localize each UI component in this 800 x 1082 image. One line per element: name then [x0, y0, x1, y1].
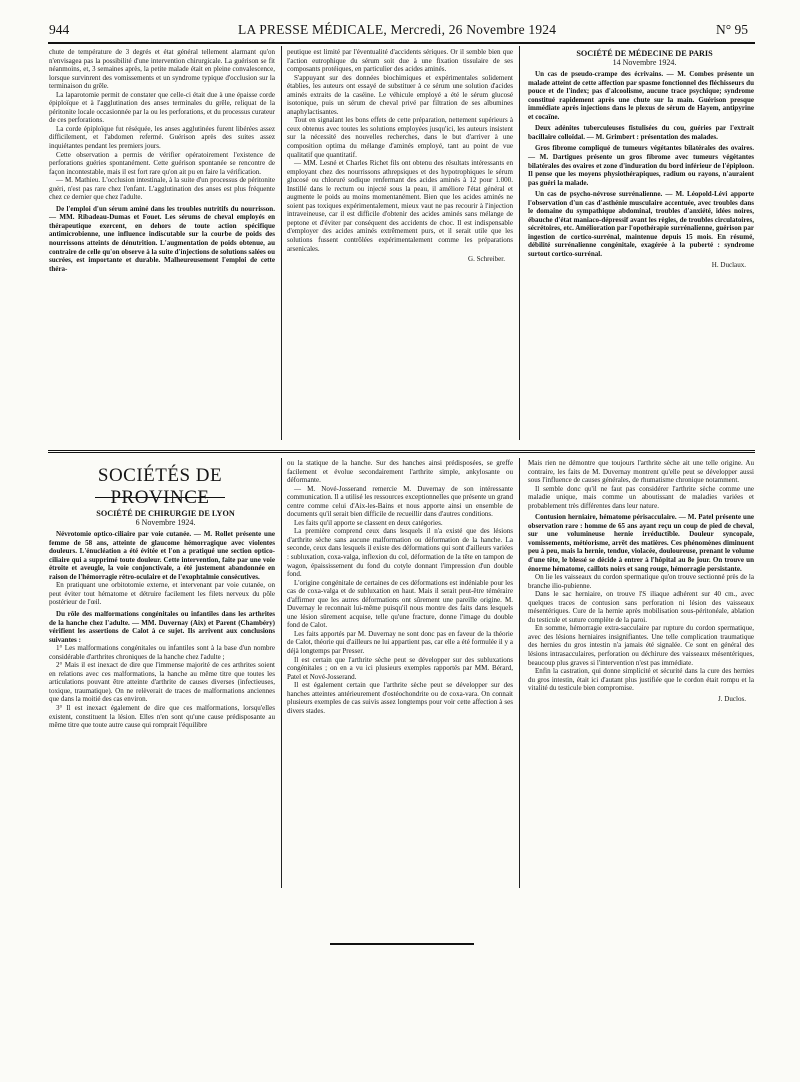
journal-title: LA PRESSE MÉDICALE, Mercredi, 26 Novembre 1924 — [238, 22, 557, 37]
paragraph: chute de température de 3 degrés et état général tellement alarmant qu'on n'envisagea pas la possibilité d'une intervention chirurgicale. La guérison se fit néanmoins, et, 3 semaines après, la petite malade était en pleine convalescence, lorsque survinrent des vomissements et un syndrome typique d'occlusion sur la terminaison du grêle. — [49, 48, 275, 91]
paragraph: Les faits apportés par M. Duvernay ne sont donc pas en faveur de la théorie de Calot, théorie qui d'ailleurs ne lui appartient pas, car elle a été formulée il y a déjà longtemps par Presser. — [287, 629, 513, 656]
paragraph-heading: De l'emploi d'un sérum aminé dans les troubles nutritifs du nourrisson. — MM. Ribadeau-Dumas et Fouet. Les sérums de cheval employés en thérapeutique exercent, en dehors de toute action spécifique antimicrobienne, une influence indiscutable sur la courbe de poids des nourrissons atteints de dénutrition. L'augmentation de poids obtenue, au contraire de celle qu'on observe à la suite d'injections de solutions salées ou sucrées, est importante et durable. Malheureusement l'emploi de cette théra- — [49, 204, 275, 273]
paragraph: S'appuyant sur des données biochimiques et expérimentales solidement établies, les auteurs ont essayé de substituer à ce sérum une solution d'acides aminés extraits de la caséine. Le véhicule employé a été le sérum glucosé isotonique, puis un sérum de cheval privé par filtration de ses albumines anaphylactisantes. — [287, 73, 513, 116]
paragraph: — M. Mathieu. L'occlusion intestinale, à la suite d'un processus de péritonite guéri, n'est pas rare chez l'enfant. L'agglutination des anses est plus fréquente chez ce dernier que chez l'adulte. — [49, 176, 275, 202]
paragraph: — M. Nové-Josserand remercie M. Duvernay de son intéressante communication. Il a utilisé les ressources exceptionnelles que présente un grand centre comme celui d'Aix-les-Bains et nous apporte ainsi un ensemble de documents qu'il serait bien difficile de recueillir dans d'autres conditions. — [287, 484, 513, 519]
end-rule — [330, 943, 474, 945]
section-rule — [48, 450, 755, 453]
running-header — [0, 0, 800, 40]
paragraph-heading: Contusion herniaire, hématome périsacculaire. — M. Patel présente une observation rare : homme de 65 ans ayant reçu un coup de pied de cheval, sur une volumineuse hernie irréductible. Douleur syncopale, vomissements, météorisme, arrêt des matières. Ces phénomènes diminuent peu à peu, mais la hernie, tendue, violacée, douloureuse, prenant le volume d'une tête, le blessé se décide à entrer à l'hôpital au 8e jour. On trouve un énorme hématome, caillots noirs et sang rouge, hémorragie persistante. — [528, 513, 754, 573]
paragraph: La corde épiploïque fut réséquée, les anses agglutinées furent libérées assez difficilement, et l'abdomen refermé. Guérison après des suites assez inquiétantes pendant les premiers jours. — [49, 124, 275, 151]
signature: G. Schreiber. — [468, 255, 505, 264]
paragraph: Dans le sac herniaire, on trouve l'S iliaque adhérent sur 40 cm., avec quelques traces de contusion sans perforation ni lésion des vaisseaux mésentériques. Cure de la hernie après mobilisation sous-péritonéale, ablation du testicule et suture complète de la paroi. — [528, 590, 754, 624]
top-column-3 — [528, 50, 754, 269]
paragraph: La laparotomie permit de constater que celle-ci était due à une épaisse corde épiploïque et à l'agglutination des anses terminales du grêle, reliquat de la péritonite locale occasionnée par la ou les perforations, et du processus curateur de ces perforations. — [49, 90, 275, 125]
society-heading: SOCIÉTÉ DE MÉDECINE DE PARIS — [576, 49, 713, 58]
paragraph: — MM. Lesné et Charles Richet fils ont obtenu des résultats intéressants en employant chez des nourrissons athrepsiques et des hypotrophiques le sérum glucosé ou chloruré sodique renfermant des acides aminés à 12 pour 1.000. Instillé dans le rectum ou injecté sous la peau, il améliore l'état général et augmente le poids au moins momentanément. Bien que les acides aminés ne soient pas toxiques expérimentalement, mieux vaut ne pas recourir à l'injection intraveineuse, car il est difficile d'obtenir des acides aminés sans mélange de peptone et d'éviter par conséquent des accidents de choc. Il est indispensable d'employer des acides aminés extrêmement purs, et il serait utile que les solutions fussent contrôlées expérimentalement comme les préparations arsenicales. — [287, 159, 513, 253]
signature: J. Duclos. — [718, 694, 746, 703]
paragraph: On lie les vaisseaux du cordon spermatique qu'on trouve sectionné près de la branche ilio-pubienne. — [528, 573, 754, 590]
issue-number: N° 95 — [715, 22, 748, 37]
paragraph: Il est également certain que l'arthrite sèche peut se développer sur des hanches atteintes antérieurement d'ostéochondrite ou de coxa-vara. On connait plusieurs exemples de cas suivis assez longtemps pour voir cette affection à ses divers stades. — [287, 681, 513, 715]
paragraph-heading: Deux adénites tuberculeuses fistulisées du cou, guéries par l'extrait bacillaire colloïdal. — M. Grimbert : présentation des malades. — [528, 124, 754, 141]
column-rule — [519, 46, 520, 440]
paragraph: L'origine congénitale de certaines de ces déformations est indéniable pour les cas de coxa-valga et de subluxation en haut. Mais il serait peut-être téméraire d'affirmer que les autres déformations ont sûrement une pareille origine. M. Duvernay le reconnait lui-même puisqu'il nous montre des faits dans lesquels une lésion sûrement acquise, telle qu'une fracture, donne l'image du double fond de Calot. — [287, 578, 513, 630]
paragraph: Il est certain que l'arthrite sèche peut se développer sur des subluxations congénitales ; on en a vu ici plusieurs exemples rapportés par MM. Bérard, Patel et Nové-Josserand. — [287, 655, 513, 681]
bottom-column-2 — [287, 459, 513, 715]
paragraph: Il semble donc qu'il ne faut pas considérer l'arthrite sèche comme une maladie unique, mais comme un aboutissant de maladies variées et probablement très différentes dans leur nature. — [528, 484, 754, 510]
signature: H. Duclaux. — [711, 260, 746, 269]
paragraph: La première comprend ceux dans lesquels il n'a existé que des lésions d'arthrite sèche sans aucune malformation ou déformation de la hanche. La seconde, ceux dans lesquels il existe des déformations qui sont d'ailleurs variées : subluxation, coxa-valga, inflexion du col, déformation de la tête en tampon de wagon, épaississement du fond du cotyle donnant l'impression d'un double fond. — [287, 527, 513, 579]
paragraph: Enfin la castration, qui donne simplicité et sécurité dans la cure des hernies du gros intestin, était ici d'autant plus justifiée que le cordon était rompu et la vitalité du testicule bien compromise. — [528, 667, 754, 693]
paragraph: Tout en signalant les bons effets de cette préparation, nettement supérieurs à ceux obtenus avec toutes les solutions employées jusqu'ici, les auteurs insistent sur la nécessité des nouvelles recherches, dans le but d'arriver à une composition optima du mélange d'aminés employé, tant au point de vue qualitatif que quantitatif. — [287, 116, 513, 159]
title-rule — [95, 497, 225, 498]
society-heading: SOCIÉTÉ DE CHIRURGIE DE LYON — [96, 509, 235, 518]
paragraph-heading: Gros fibrome compliqué de tumeurs végétantes bilatérales des ovaires. — M. Dartigues présente un gros fibrome avec tumeurs végétantes bilatérales des ovaires et zone d'induration du bord inférieur de l'épiploon. Il pense que les moyens physiothérapiques, radium ou rayons, n'auraient pas guéri la malade. — [528, 144, 754, 187]
session-date: 6 Novembre 1924. — [135, 517, 196, 527]
paragraph: En somme, hémorragie extra-sacculaire par rupture du cordon spermatique, avec des lésions herniaires insignifiantes. Une telle complication traumatique des hernies du gros intestin n'a jamais été signalée. Ce sont en général des lésions intrasacculaires, perforation ou déchirure des vaisseaux mésentériques, beaucoup plus graves si l'intervention n'est pas immédiate. — [528, 624, 754, 667]
paragraph-heading: Du rôle des malformations congénitales ou infantiles dans les arthrites de la hanche chez l'adulte. — MM. Duvernay (Aix) et Parent (Chambéry) vérifient les assertions de Calot à ce sujet. Ils arrivent aux conclusions suivantes : — [49, 610, 275, 644]
paragraph: Les faits qu'il apporte se classent en deux catégories. — [294, 518, 443, 527]
paragraph: 1° Les malformations congénitales ou infantiles sont à la base d'un nombre considérable d'arthrites chroniques de la hanche chez l'adulte ; — [49, 644, 275, 661]
column-rule — [281, 46, 282, 440]
section-title: SOCIÉTÉS DE PROVINCE — [97, 465, 223, 508]
bottom-column-1 — [49, 510, 275, 730]
page-number: 944 — [49, 22, 70, 37]
paragraph: 2° Mais il est inexact de dire que l'immense majorité de ces arthrites soient en relations avec ces malformations, la hanche au même titre que toutes les articulations pouvant être atteinte d'arthrite de causes diverses (infectieuses, toxique, traumatique). On ne relèverait de traces de malformations anciennes que dans la moitié des cas environ. — [49, 661, 275, 704]
session-date: 14 Novembre 1924. — [612, 57, 677, 67]
paragraph: Mais rien ne démontre que toujours l'arthrite sèche ait une telle origine. Au contraire, les faits de M. Duvernay montrent qu'elle peut se développer aussi sous l'influence de causes générales, de rhumatisme chronique notamment. — [528, 459, 754, 485]
column-rule — [281, 458, 282, 888]
top-column-2 — [287, 48, 513, 264]
paragraph: En pratiquant une orbitotomie externe, et intervenant par voie cutanée, on peut éviter tout hématome et détruire facilement les filets nerveux du pôle postérieur de l'œil. — [49, 581, 275, 607]
paragraph: peutique est limité par l'éventualité d'accidents sériques. Or il semble bien que l'action eutrophique du sérum soit due à une fixation tissulaire de ses composants protéiques, en particulier des acides aminés. — [287, 48, 513, 74]
bottom-column-3 — [528, 459, 754, 703]
paragraph: Cette observation a permis de vérifier opératoirement l'existence de perforations guéries spontanément. Cette guérison spontanée se rencontre de façon incontestable, mais il est fort rare qu'on ait pu en faire la vérification. — [49, 150, 275, 176]
paragraph-heading: Un cas de psycho-névrose surrénalienne. — M. Léopold-Lévi apporte l'observation d'un cas d'asthénie musculaire accentuée, avec troubles dans le domaine du sympathique abdominal, troubles d'anxiété, idées noires, ébauche d'état maniaco-dépressif avant les règles, de troubles circulatoires, sécrétoires, etc. Amélioration par l'opothérapie surrénalienne, guérison par ingestion de cortico-surrénal, maintenue depuis 15 mois. En résumé, débilité surrénalienne congénitale, exagérée à la puberté : syndrome surtout cortico-surrénal. — [528, 190, 754, 259]
paragraph: ou la statique de la hanche. Sur des hanches ainsi prédisposées, se greffe facilement et évolue secondairement l'arthrite simple, ankylosante ou déformante. — [287, 459, 513, 485]
paragraph-heading: Un cas de pseudo-crampe des écrivains. — M. Combes présente un malade atteint de cette affection par spasme fonctionnel des fléchisseurs du pouce et de l'index; pas d'alcoolisme, aucune trace psychique; syndrome constitué rapidement après une chute sur la main. Guérison presque immédiate après injections dans le plexus de sérum de Hayem, antipyrine et cocaïne. — [528, 70, 754, 121]
top-column-1 — [49, 48, 275, 273]
paragraph-heading: Névrotomie optico-ciliaire par voie cutanée. — M. Rollet présente une femme de 58 ans, atteinte de glaucome hémorragique avec violentes douleurs. L'énucléation a été évitée et l'on a pratiqué une section optico-ciliaire qui a supprimé toute douleur. Cette intervention, faite par une voie étroite et aveugle, la voie conjonctivale, a été justement abandonnée en raison de l'hémorragie rétro-oculaire et de l'exophtalmie consécutives. — [49, 530, 275, 581]
paragraph: 3° Il est inexact également de dire que ces malformations, lorsqu'elles existent, constituent la lésion. Elles n'en sont qu'une cause prédisposante au même titre que toute autre cause qui romprait l'équilibre — [49, 704, 275, 730]
header-rule — [48, 42, 755, 44]
column-rule — [519, 458, 520, 888]
